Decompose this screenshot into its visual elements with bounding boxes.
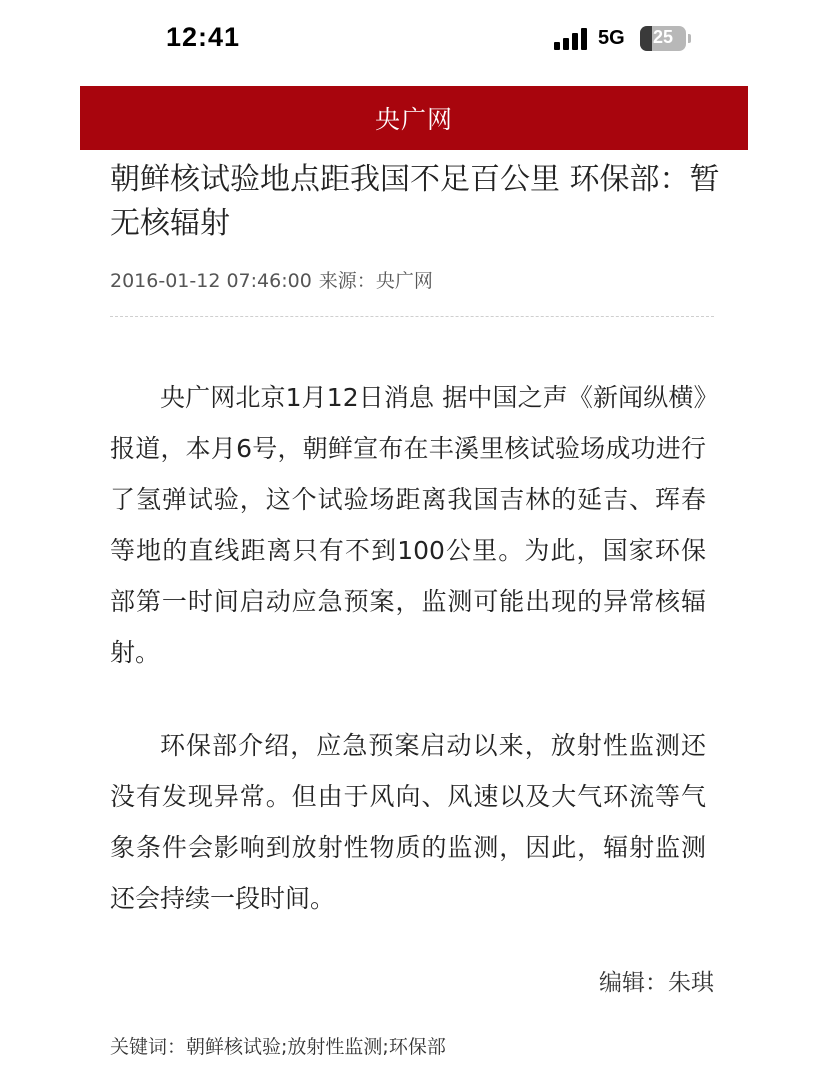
article-editor: 编辑：朱琪 (599, 970, 714, 996)
status-time: 12:41 (166, 22, 241, 52)
article-source: 央广网 (375, 270, 433, 292)
article-paragraph: 环保部介绍，应急预案启动以来，放射性监测还没有发现异常。但由于风向、风速以及大气环流等气象条件会影响到放射性物质的监测，因此，辐射监测还会持续一段时间。 (110, 731, 706, 913)
battery-cap (688, 34, 691, 43)
source-label: 来源： (318, 270, 376, 292)
keywords-list[interactable]: 朝鲜核试验;放射性监测;环保部 (186, 1036, 446, 1058)
article-date: 2016-01-12 07:46:00 (110, 270, 312, 292)
keywords-label: 关键词： (110, 1036, 187, 1058)
battery-level: 25 (652, 27, 674, 47)
signal-bars-icon (554, 28, 588, 50)
article-body (110, 372, 706, 966)
battery-icon (640, 26, 686, 51)
network-type: 5G (598, 27, 625, 49)
article-title: 朝鲜核试验地点距我国不足百公里 环保部：暂无核辐射 (110, 162, 720, 241)
article-meta (110, 266, 433, 293)
divider (110, 316, 714, 317)
status-bar (0, 0, 828, 80)
article-keywords (110, 1032, 446, 1059)
site-header (80, 86, 748, 150)
site-name[interactable]: 央广网 (374, 105, 453, 134)
article-paragraph: 央广网北京1月12日消息 据中国之声《新闻纵横》报道，本月6号，朝鲜宣布在丰溪里核试验场成功进行了氢弹试验，这个试验场距离我国吉林的延吉、珲春等地的直线距离只有不到100公里。为此，国家环保部第一时间启动应急预案，监测可能出现的异常核辐射。 (110, 383, 706, 667)
